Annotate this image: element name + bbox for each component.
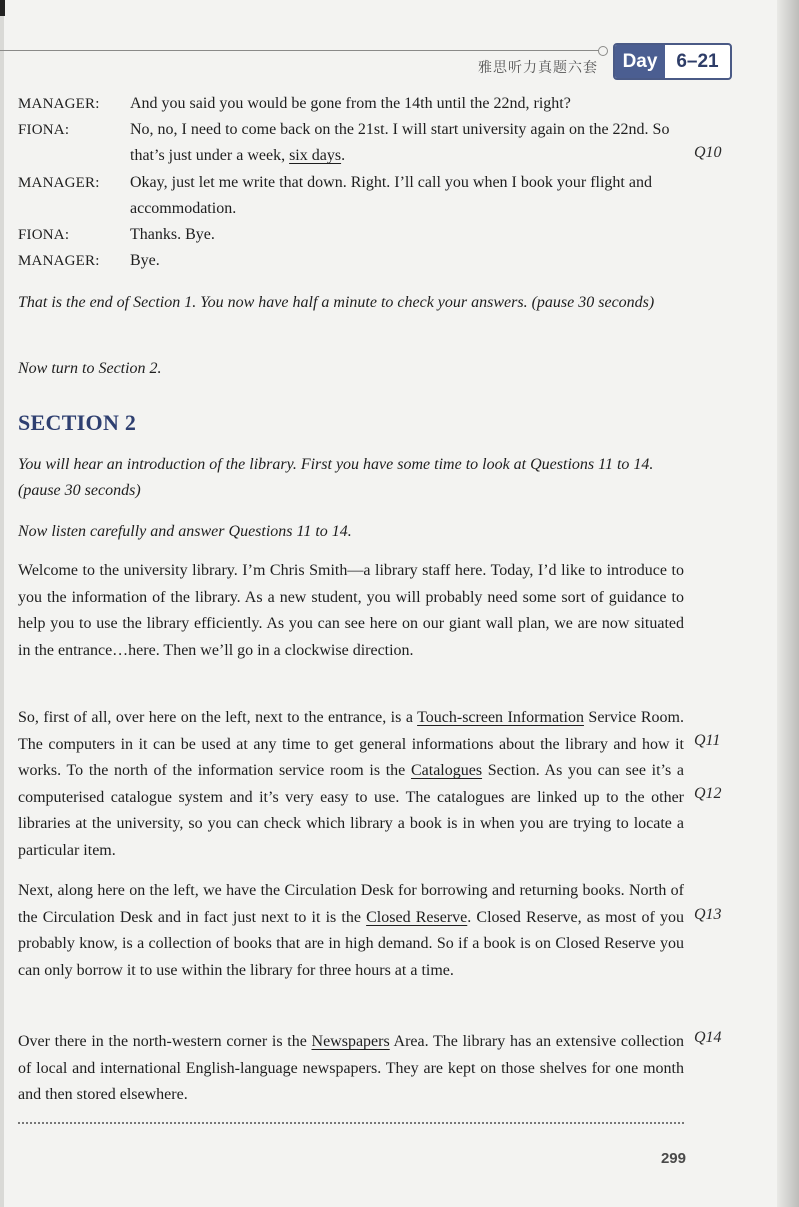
dialogue-line	[18, 248, 688, 274]
section-2-intro: You will hear an introduction of the library. First you have some time to look at Questions 11 to 14. (pause 30 seconds)	[18, 456, 654, 499]
section-2-heading: SECTION 2	[18, 410, 137, 435]
answer-six-days: six days	[289, 147, 342, 164]
question-marker-q12: Q12	[694, 785, 722, 802]
header-rule	[0, 50, 604, 51]
question-marker-q11: Q11	[694, 732, 721, 749]
paragraph-touch-screen: So, first of all, over here on the left, next to the entrance, is a Touch-screen Information Service Room. The computers in it can be used at any time to get general informations about the library and how it works. To the north of the information service room is the Catalogues Section. As you can see it’s a computerised catalogue system and it’s very easy to use. The catalogues are linked up to the other libraries at the university, so you can check which library a book is in when you are trying to locate a particular item.	[18, 709, 684, 859]
speaker: MANAGER:	[18, 96, 100, 112]
paragraph-newspapers: Over there in the north-western corner is the Newspapers Area. The library has an extensive collection of local and international English-language newspapers. They are kept on those shelves for one month and then stored elsewhere.	[18, 1033, 685, 1103]
turn-to-instruction: Now turn to Section 2.	[18, 360, 162, 377]
listen-instruction: Now listen carefully and answer Questions 11 to 14.	[18, 523, 352, 540]
answer-catalogues: Catalogues	[410, 762, 483, 779]
answer-touch-screen: Touch-screen Information	[417, 709, 584, 726]
speaker: FIONA:	[18, 227, 70, 243]
page-number: 299	[660, 1150, 686, 1167]
dialogue-line	[18, 222, 688, 248]
day-label: Day	[615, 45, 665, 78]
dialogue-line	[18, 117, 688, 169]
paragraph-welcome: Welcome to the university library. I’m Chris Smith—a library staff here. Today, I’d like to introduce to you the information of the library. As a new student, you will probably need some sort of guidance to help you to use the library efficiently. As you can see here on our giant wall plan, we are now situated in the entrance…here. Then we’ll go in a clockwise direction.	[18, 562, 684, 659]
line-text: No, no, I need to come back on the 21st. I will start university again on the 22nd. So that’s just under a week, six days.	[130, 121, 670, 164]
dialogue-line	[18, 91, 688, 117]
line-text: Thanks. Bye.	[130, 226, 215, 243]
section1-end-instruction: That is the end of Section 1. You now have half a minute to check your answers. (pause 30 seconds)	[18, 294, 655, 311]
line-text: Okay, just let me write that down. Right. I’ll call you when I book your flight and accommodation.	[130, 174, 652, 217]
paragraph-circulation: Next, along here on the left, we have the Circulation Desk for borrowing and returning books. North of the Circulation Desk and in fact just next to it is the Closed Reserve. Closed Reserve, as most of you probably know, is a collection of books that are in high demand. So if a book is on Closed Reserve you can only borrow it to use within the library for three hours at a time.	[18, 882, 684, 979]
question-marker-q13: Q13	[694, 906, 722, 923]
question-marker-q14: Q14	[694, 1029, 722, 1046]
day-badge	[613, 43, 732, 80]
dialogue-line	[18, 170, 688, 222]
speaker: MANAGER:	[18, 253, 100, 269]
page-edge-left	[0, 0, 4, 1207]
answer-newspapers: Newspapers	[311, 1033, 390, 1050]
answer-closed-reserve: Closed Reserve	[366, 908, 468, 926]
book-title: 雅思听力真题六套	[478, 60, 598, 76]
line-text: And you said you would be gone from the 14th until the 22nd, right?	[130, 95, 571, 112]
corner-mark	[0, 0, 5, 16]
speaker: FIONA:	[18, 122, 70, 138]
day-range: 6–21	[676, 51, 719, 72]
line-text: Bye.	[130, 252, 160, 269]
page-edge-right	[777, 0, 799, 1207]
question-marker-q10: Q10	[694, 144, 722, 161]
header-rule-dot	[598, 46, 608, 56]
speaker: MANAGER:	[18, 175, 100, 191]
dotted-divider	[18, 1122, 684, 1124]
